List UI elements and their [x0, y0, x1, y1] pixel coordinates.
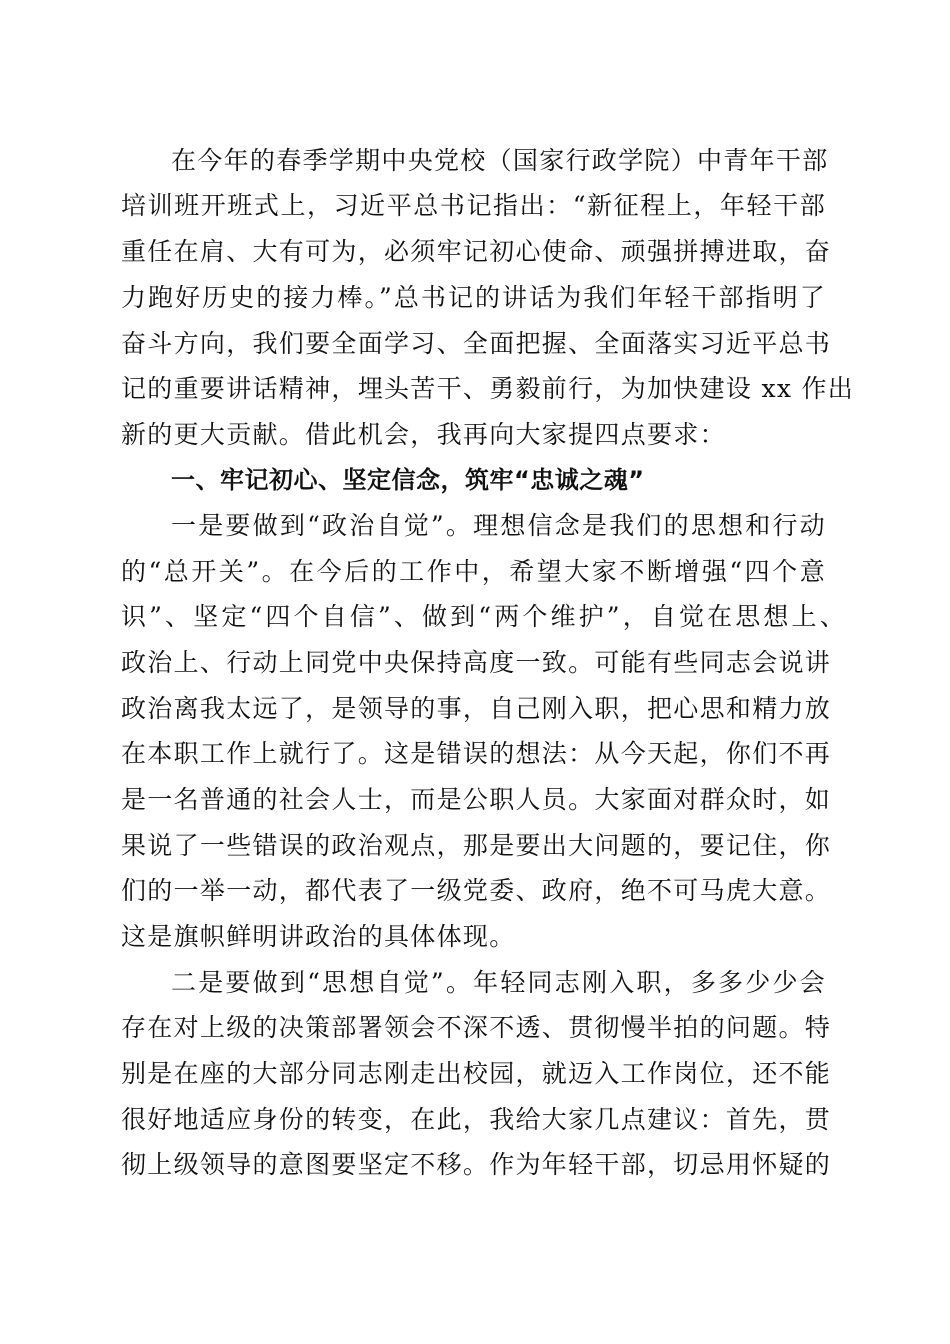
paragraph-2-line-1: 一是要做到“政治自觉”。理想信念是我们的思想和行动 [171, 511, 826, 540]
paragraph-2-line-9: 们的一举一动，都代表了一级党委、政府，绝不可马虎大意。 [121, 876, 832, 905]
paragraph-2-line-8: 果说了一些错误的政治观点，那是要出大问题的，要记住，你 [121, 831, 832, 860]
paragraph-3-line-2: 存在对上级的决策部署领会不深不透、贯彻慢半拍的问题。特 [121, 1013, 832, 1042]
paragraph-1-line-6: 记的重要讲话精神，埋头苦干、勇毅前行，为加快建设 xx 作出 [121, 374, 855, 403]
paragraph-1-line-4: 力跑好历史的接力棒。”总书记的讲话为我们年轻干部指明了 [121, 283, 826, 312]
paragraph-3-line-4: 很好地适应身份的转变，在此，我给大家几点建议：首先，贯 [121, 1105, 832, 1134]
paragraph-1-line-7: 新的更大贡献。借此机会，我再向大家提四点要求： [121, 420, 726, 449]
paragraph-1-line-2: 培训班开班式上，习近平总书记指出：“新征程上，年轻干部 [121, 191, 826, 220]
section-heading: 一、牢记初心、坚定信念，筑牢“忠诚之魂” [171, 466, 645, 494]
paragraph-3-line-1: 二是要做到“思想自觉”。年轻同志刚入职，多多少少会 [171, 968, 826, 997]
paragraph-2-line-3: 识”、坚定“四个自信”、做到“两个维护”，自觉在思想上、 [121, 602, 846, 631]
paragraph-1-line-1: 在今年的春季学期中央党校（国家行政学院）中青年干部 [171, 146, 829, 175]
paragraph-2-line-10: 这是旗帜鲜明讲政治的具体体现。 [121, 922, 516, 951]
paragraph-3-line-5: 彻上级领导的意图要坚定不移。作为年轻干部，切忌用怀疑的 [121, 1150, 832, 1179]
paragraph-1-line-3: 重任在肩、大有可为，必须牢记初心使命、顽强拼搏进取，奋 [121, 237, 832, 266]
paragraph-3-line-3: 别是在座的大部分同志刚走出校园，就迈入工作岗位，还不能 [121, 1059, 832, 1088]
paragraph-2-line-4: 政治上、行动上同党中央保持高度一致。可能有些同志会说讲 [121, 648, 832, 677]
paragraph-1-line-5: 奋斗方向，我们要全面学习、全面把握、全面落实习近平总书 [121, 329, 832, 358]
paragraph-2-line-7: 是一名普通的社会人士，而是公职人员。大家面对群众时，如 [121, 785, 832, 814]
paragraph-2-line-6: 在本职工作上就行了。这是错误的想法：从今天起，你们不再 [121, 739, 832, 768]
paragraph-2-line-5: 政治离我太远了，是领导的事，自己刚入职，把心思和精力放 [121, 694, 832, 723]
paragraph-2-line-2: 的“总开关”。在今后的工作中，希望大家不断增强“四个意 [121, 557, 826, 586]
